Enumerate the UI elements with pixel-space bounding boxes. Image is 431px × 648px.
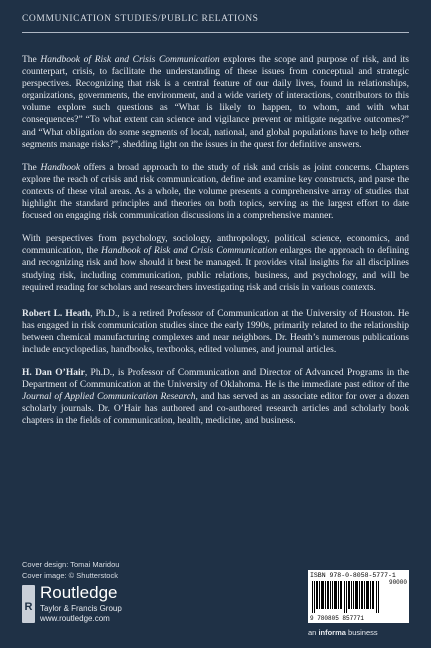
routledge-mark-icon: R — [22, 585, 35, 623]
barcode-bars-icon — [312, 581, 382, 613]
description-paragraph-2: The Handbook offers a broad approach to the study of risk and crisis as joint concerns. Chapters explore the reach of crisis and risk communication, define and examine key constructs, and parse the contexts of these vital areas. As a whole, the volume presents a comprehensive array of studies that highlight the standard principles and theories on both topics, serving as the largest effort to date focused on engaging risk communication discussions in a comprehensive manner. — [22, 162, 409, 222]
journal-title: Journal of Applied Communication Research — [22, 392, 196, 403]
book-title: Handbook of Risk and Crisis Communication — [101, 246, 278, 257]
publisher-name: Routledge — [40, 583, 118, 602]
book-title: Handbook of Risk and Crisis Communication — [40, 55, 220, 65]
category-label: COMMUNICATION STUDIES/PUBLIC RELATIONS — [22, 14, 259, 24]
barcode — [308, 570, 409, 623]
publisher-group: Taylor & Francis Group — [40, 604, 122, 613]
cover-image-credit: Cover image: © Shutterstock — [22, 570, 118, 580]
book-title-short: Handbook — [40, 162, 81, 173]
publisher-url: www.routledge.com — [40, 614, 110, 623]
back-cover-text — [22, 54, 409, 439]
editor-name: Robert L. Heath — [22, 308, 91, 319]
editor-name: H. Dan O’Hair — [22, 368, 85, 379]
editor-bio-ohair: H. Dan O’Hair, Ph.D., is Professor of Communication and Director of Advanced Programs in the Department of Communication at the University of Oklahoma. He is the immediate past editor of the Journal of Applied Communication Research, and has served as an associate editor for over a dozen scholarly journals. Dr. O’Hair has authored and co-authored research articles and scholarly book chapters in the fields of communication, health, medicine, and business. — [22, 368, 410, 427]
isbn-label: ISBN 978-0-8058-5777-1 — [310, 572, 396, 579]
description-paragraph-3: With perspectives from psychology, sociology, anthropology, political science, economics, and communication, the Handbook of Risk and Crisis Communication enlarges the approach to defining and recognizing risk and how should it best be managed. It provides vital insights for all disciplines studying risk, including communication, public relations, business, and psychology, and will be required reading for scholars and researchers investigating risk and crisis in various contexts. — [22, 234, 409, 293]
price-addon: 90000 — [388, 579, 407, 586]
cover-design-credit: Cover design: Tomai Maridou — [22, 560, 120, 569]
header-rule — [22, 32, 409, 33]
editor-bio-heath: Robert L. Heath, Ph.D., is a retired Professor of Communication at the University of Houston. He has engaged in risk communication studies since the early 1990s, primarily related to the relationship between chemical manufacturing complexes and near neighbors. Dr. Heath’s numerous publications include encyclopedias, handbooks, textbooks, edited volumes, and journal articles. — [22, 308, 409, 355]
routledge-logo — [22, 583, 212, 623]
informa-tagline: an informa business — [308, 628, 378, 637]
cover-credits — [22, 560, 119, 581]
barcode-digits: 9 780805 857771 — [310, 615, 365, 622]
description-paragraph-1: The Handbook of Risk and Crisis Communication explores the scope and purpose of risk, and its counterpart, crisis, to facilitate the understanding of these issues from conceptual and strategic perspectives. Recognizing that risk is a central feature of our daily lives, found in relationships, organizations, governments, the environment, and a wide variety of interactions, contributors to this volume explore such questions as “What is likely to happen, to whom, and with what consequences?” “To what extent can science and vigilance prevent or mitigate negative outcomes?” and “What obligation do some segments of local, national, and global populations have to help other segments manage risks?”, shedding light on the issues in the quest for definitive answers. — [22, 55, 409, 150]
